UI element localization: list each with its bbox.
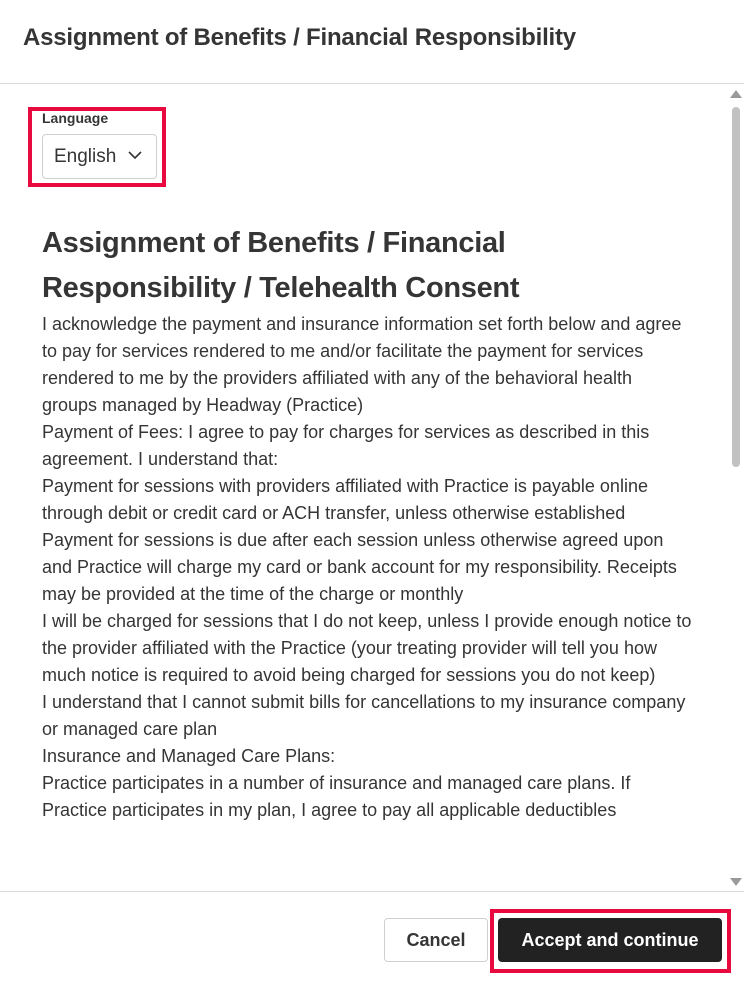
cancel-button[interactable]: Cancel (384, 918, 488, 962)
accept-and-continue-button[interactable]: Accept and continue (498, 918, 722, 962)
document-body (42, 311, 692, 824)
modal-footer (0, 891, 744, 985)
document-paragraph: Payment for sessions with providers affiliated with Practice is payable online through debit or credit card or ACH transfer, unless otherwise established (42, 476, 648, 523)
scroll-up-arrow-icon[interactable] (730, 90, 742, 98)
language-select-value: English (54, 145, 117, 167)
scrollbar[interactable] (728, 85, 744, 891)
document-paragraph: Insurance and Managed Care Plans: (42, 746, 336, 766)
language-select[interactable] (42, 134, 157, 179)
modal-title: Assignment of Benefits / Financial Responsibility (23, 24, 576, 51)
language-label: Language (42, 110, 109, 126)
scrollbar-thumb[interactable] (732, 107, 740, 467)
document-paragraph: Practice participates in a number of insurance and managed care plans. If Practice participates in my plan, I agree to pay all applicable deductibles (42, 773, 631, 820)
chevron-down-icon (128, 148, 142, 162)
document-paragraph: I will be charged for sessions that I do not keep, unless I provide enough notice to the provider affiliated with the Practice (your treating provider will tell you how much notice is required to avoid being charged for sessions you do not keep) (42, 611, 692, 685)
document-heading: Assignment of Benefits / Financial Responsibility / Telehealth Consent (42, 227, 520, 304)
modal-header (0, 0, 744, 84)
modal-body[interactable] (0, 85, 744, 891)
document-paragraph: I understand that I cannot submit bills for cancellations to my insurance company or managed care plan (42, 692, 686, 739)
scroll-down-arrow-icon[interactable] (730, 878, 742, 886)
document-paragraph: Payment of Fees: I agree to pay for charges for services as described in this agreement. I understand that: (42, 422, 650, 469)
document-paragraph: Payment for sessions is due after each session unless otherwise agreed upon and Practice will charge my card or bank account for my responsibility. Receipts may be provided at the time of the charge or monthly (42, 530, 677, 604)
document-paragraph: I acknowledge the payment and insurance information set forth below and agree to pay for services rendered to me and/or facilitate the payment for services rendered to me by the providers affiliated with any of the behavioral health groups managed by Headway (Practice) (42, 314, 682, 415)
